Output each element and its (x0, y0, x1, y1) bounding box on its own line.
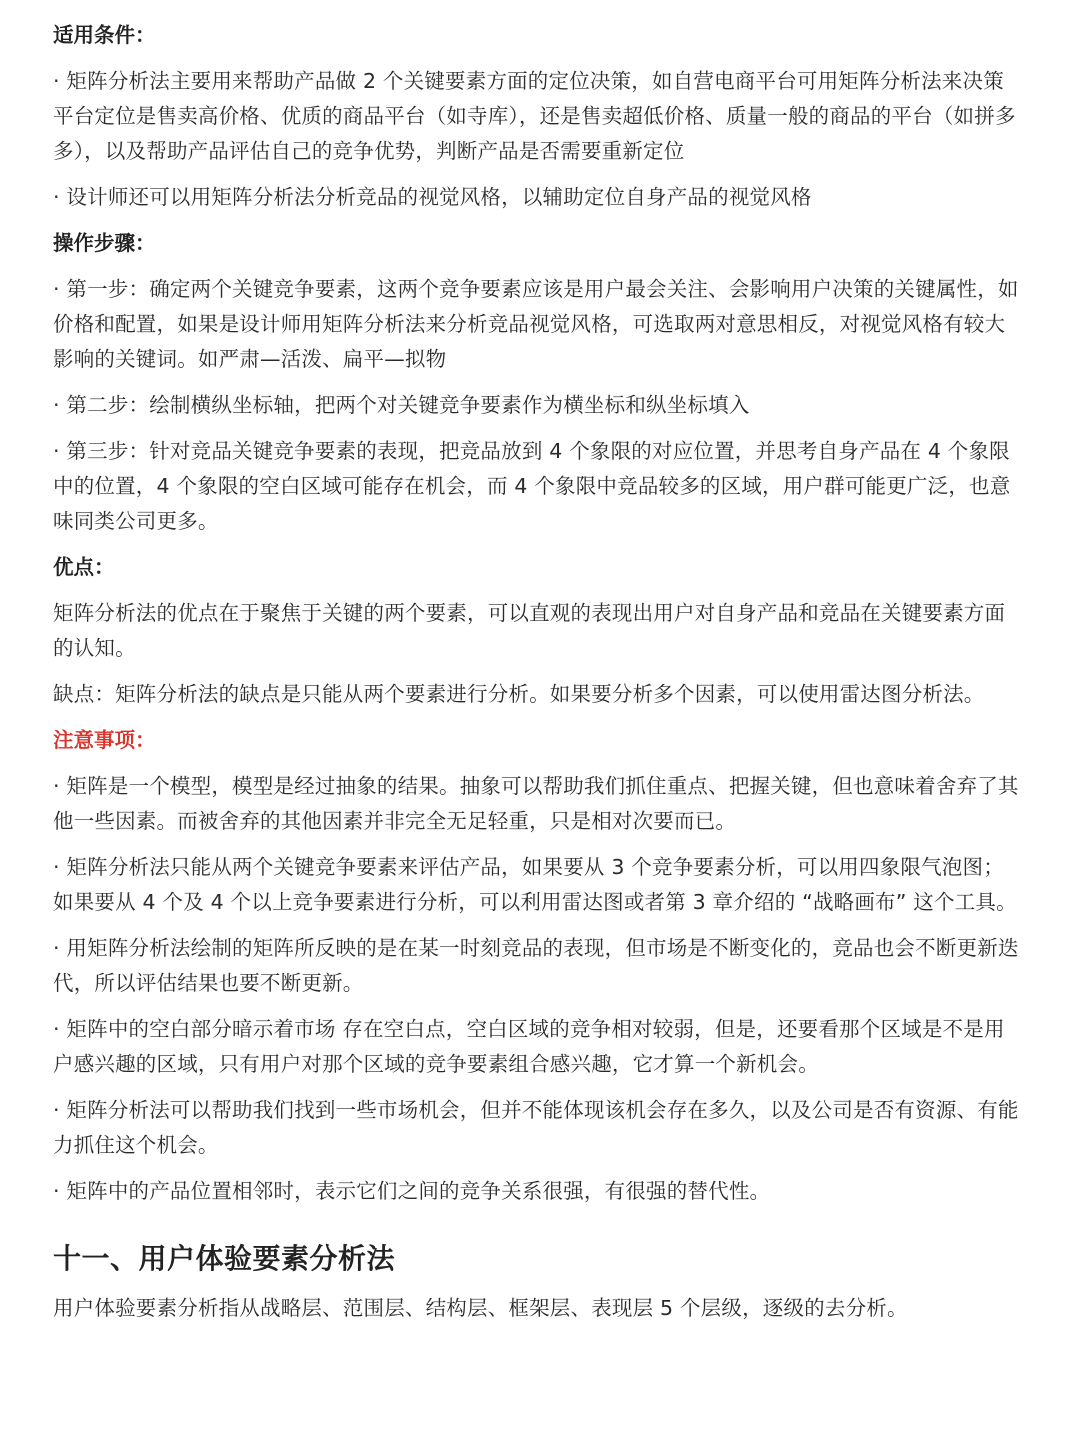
steps-heading: 操作步骤： (53, 231, 156, 255)
section-title: 十一、用户体验要素分析法 (53, 1242, 396, 1275)
note-item-4: · 矩阵中的空白部分暗示着市场 存在空白点，空白区域的竞争相对较弱，但是，还要看那个区域是不是用户感兴趣的区域，只有用户对那个区域的竞争要素组合感兴趣，它才算一个新机会。 (53, 1017, 1005, 1076)
note-item-3: · 用矩阵分析法绘制的矩阵所反映的是在某一时刻竞品的表现，但市场是不断变化的，竞品也会不断更新迭代，所以评估结果也要不断更新。 (53, 936, 1019, 995)
step-item-1: · 第一步：确定两个关键竞争要素，这两个竞争要素应该是用户最会关注、会影响用户决策的关键属性，如价格和配置，如果是设计师用矩阵分析法来分析竞品视觉风格，可选取两对意思相反，对视觉风格有较大影响的关键词。如严肃—活泼、扁平—拟物 (53, 277, 1019, 371)
cons-text: 缺点：矩阵分析法的缺点是只能从两个要素进行分析。如果要分析多个因素，可以使用雷达图分析法。 (53, 682, 985, 706)
step-item-3: · 第三步：针对竞品关键竞争要素的表现，把竞品放到 4 个象限的对应位置，并思考自身产品在 4 个象限中的位置，4 个象限的空白区域可能存在机会，而 4 个象限中竞品较多的区域，用户群可能更广泛，也意味同类公司更多。 (53, 439, 1011, 533)
pros-text: 矩阵分析法的优点在于聚焦于关键的两个要素，可以直观的表现出用户对自身产品和竞品在关键要素方面的认知。 (53, 601, 1006, 660)
note-item-2: · 矩阵分析法只能从两个关键竞争要素来评估产品，如果要从 3 个竞争要素分析，可以用四象限气泡图；如果要从 4 个及 4 个以上竞争要素进行分析，可以利用雷达图或者第 3 章介绍的 “战略画布” 这个工具。 (53, 855, 1017, 914)
applicable-item-2: · 设计师还可以用矩阵分析法分析竞品的视觉风格，以辅助定位自身产品的视觉风格 (53, 185, 812, 209)
note-item-1: · 矩阵是一个模型，模型是经过抽象的结果。抽象可以帮助我们抓住重点、把握关键，但也意味着舍弃了其他一些因素。而被舍弃的其他因素并非完全无足轻重，只是相对次要而已。 (53, 774, 1019, 833)
applicable-item-1: · 矩阵分析法主要用来帮助产品做 2 个关键要素方面的定位决策，如自营电商平台可用矩阵分析法来决策平台定位是售卖高价格、优质的商品平台（如寺库），还是售卖超低价格、质量一般的商品的平台（如拼多多），以及帮助产品评估自己的竞争优势，判断产品是否需要重新定位 (53, 69, 1016, 163)
note-item-6: · 矩阵中的产品位置相邻时，表示它们之间的竞争关系很强，有很强的替代性。 (53, 1179, 771, 1203)
applicable-heading: 适用条件： (53, 23, 156, 47)
pros-heading: 优点： (53, 555, 115, 579)
notes-heading: 注意事项： (53, 728, 156, 752)
section-intro: 用户体验要素分析指从战略层、范围层、结构层、框架层、表现层 5 个层级，逐级的去分析。 (53, 1296, 908, 1320)
step-item-2: · 第二步：绘制横纵坐标轴，把两个对关键竞争要素作为横坐标和纵坐标填入 (53, 393, 750, 417)
note-item-5: · 矩阵分析法可以帮助我们找到一些市场机会，但并不能体现该机会存在多久，以及公司是否有资源、有能力抓住这个机会。 (53, 1098, 1019, 1157)
